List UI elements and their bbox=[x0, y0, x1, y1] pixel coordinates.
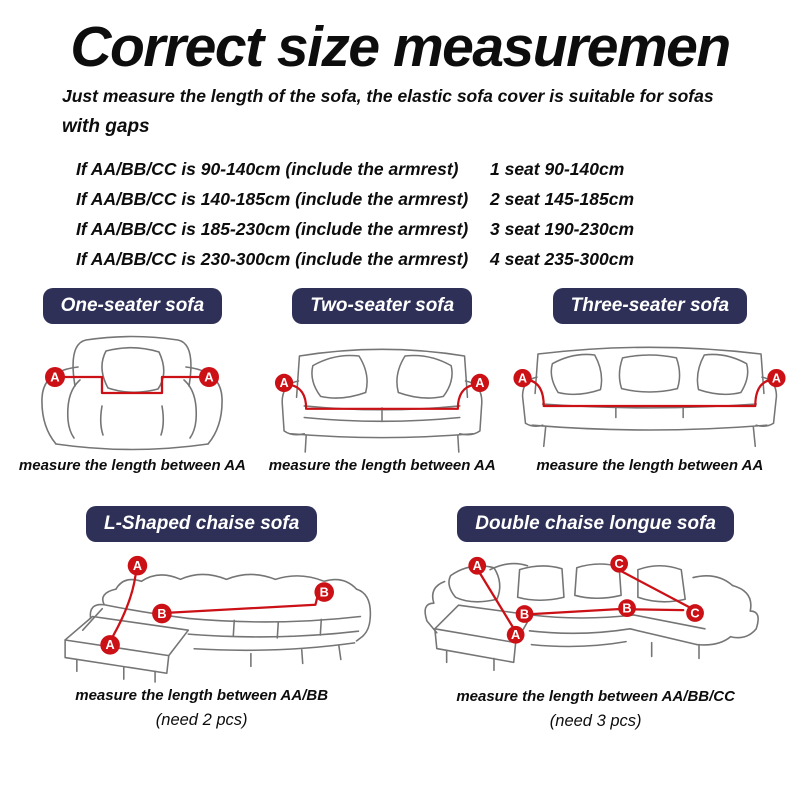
standard-sofas-row bbox=[0, 288, 800, 474]
three-seater-caption: measure the length between AA bbox=[536, 457, 764, 474]
svg-text:A: A bbox=[511, 626, 521, 642]
one-seater-figure bbox=[6, 288, 259, 474]
two-seater-caption: measure the length between AA bbox=[268, 457, 496, 474]
l-shaped-badge: L-Shaped chaise sofa bbox=[86, 506, 317, 542]
svg-text:B: B bbox=[319, 584, 329, 600]
measure-point-a bbox=[468, 557, 486, 575]
measure-point-b bbox=[618, 599, 636, 617]
svg-text:C: C bbox=[614, 556, 624, 572]
svg-text:A: A bbox=[204, 369, 215, 385]
svg-text:C: C bbox=[690, 605, 700, 621]
rule-result: 2 seat 145-185cm bbox=[490, 188, 634, 209]
measure-point-a bbox=[514, 369, 532, 387]
measure-line-aa bbox=[480, 574, 513, 627]
measure-point-b bbox=[152, 604, 172, 624]
double-chaise-badge: Double chaise longue sofa bbox=[457, 506, 734, 542]
one-seater-caption: measure the length between AA bbox=[18, 457, 246, 474]
chaise-sofas-row bbox=[0, 506, 800, 731]
measure-point-c bbox=[610, 555, 628, 573]
three-seater-sofa-drawing bbox=[510, 330, 789, 455]
l-shaped-sofa-drawing bbox=[26, 548, 378, 685]
rule-condition: If AA/BB/CC is 185-230cm (include the armrest) bbox=[76, 218, 469, 239]
page-title: Correct size measuremen bbox=[70, 15, 730, 79]
one-seater-badge: One-seater sofa bbox=[43, 288, 223, 324]
measure-point-a bbox=[471, 374, 489, 392]
double-chaise-pieces-note: (need 3 pcs) bbox=[549, 712, 642, 730]
subtitle-line-1: Just measure the length of the sofa, the elastic sofa cover is suitable for sofas bbox=[62, 86, 714, 106]
svg-text:A: A bbox=[132, 558, 142, 574]
double-chaise-caption: measure the length between AA/BB/CC bbox=[456, 688, 735, 705]
measure-line-aa bbox=[113, 575, 135, 636]
measure-point-a bbox=[507, 626, 525, 644]
svg-text:A: A bbox=[279, 376, 289, 391]
measure-point-c bbox=[686, 604, 704, 622]
two-seater-figure bbox=[259, 288, 506, 474]
three-seater-figure bbox=[506, 288, 794, 474]
measure-point-a bbox=[45, 367, 65, 387]
double-chaise-figure bbox=[401, 506, 790, 731]
rule-result: 1 seat 90-140cm bbox=[490, 158, 625, 179]
svg-text:A: A bbox=[472, 557, 482, 573]
rule-condition: If AA/BB/CC is 140-185cm (include the armrest) bbox=[76, 188, 469, 209]
l-shaped-figure bbox=[20, 506, 383, 731]
svg-text:B: B bbox=[520, 606, 530, 622]
three-seater-badge: Three-seater sofa bbox=[553, 288, 747, 324]
sofa-sketch-lines bbox=[279, 349, 482, 452]
size-rule-row bbox=[76, 244, 800, 274]
measure-point-a bbox=[199, 367, 219, 387]
size-rule-row bbox=[76, 184, 800, 214]
size-rule-row bbox=[76, 214, 800, 244]
two-seater-badge: Two-seater sofa bbox=[292, 288, 472, 324]
measure-line-aa bbox=[63, 377, 201, 393]
rule-result: 3 seat 190-230cm bbox=[490, 218, 634, 239]
svg-text:A: A bbox=[772, 371, 782, 386]
rule-condition: If AA/BB/CC is 90-140cm (include the armrest) bbox=[76, 158, 459, 179]
svg-text:A: A bbox=[475, 376, 485, 391]
measure-line-aa bbox=[290, 385, 474, 409]
subtitle-line-2: with gaps bbox=[62, 116, 150, 137]
svg-text:A: A bbox=[518, 371, 528, 386]
two-seater-sofa-drawing bbox=[262, 330, 502, 455]
rule-condition: If AA/BB/CC is 230-300cm (include the armrest) bbox=[76, 248, 469, 269]
sofa-sketch-lines bbox=[523, 347, 777, 446]
measure-point-a bbox=[100, 635, 120, 655]
one-seater-sofa-drawing bbox=[22, 330, 242, 455]
sofa-sketch-lines bbox=[425, 564, 758, 671]
svg-text:B: B bbox=[156, 605, 167, 621]
measure-point-b bbox=[516, 605, 534, 623]
measure-point-b bbox=[314, 582, 334, 602]
measure-line-bb bbox=[534, 609, 684, 614]
size-rule-row bbox=[76, 154, 800, 184]
sofa-measurement-infographic bbox=[0, 14, 800, 731]
l-shaped-caption: measure the length between AA/BB bbox=[75, 687, 329, 704]
svg-text:A: A bbox=[50, 369, 61, 385]
measure-point-a bbox=[127, 556, 147, 576]
l-shaped-pieces-note: (need 2 pcs) bbox=[155, 711, 248, 729]
measure-point-a bbox=[275, 374, 293, 392]
measure-line-bb bbox=[170, 597, 317, 613]
double-chaise-sofa-drawing bbox=[403, 548, 788, 686]
svg-text:B: B bbox=[622, 600, 632, 616]
svg-text:A: A bbox=[105, 637, 115, 653]
measure-line-aa bbox=[529, 380, 771, 406]
rule-result: 4 seat 235-300cm bbox=[490, 248, 634, 269]
measure-point-a bbox=[768, 369, 786, 387]
size-rules-table bbox=[76, 154, 800, 274]
